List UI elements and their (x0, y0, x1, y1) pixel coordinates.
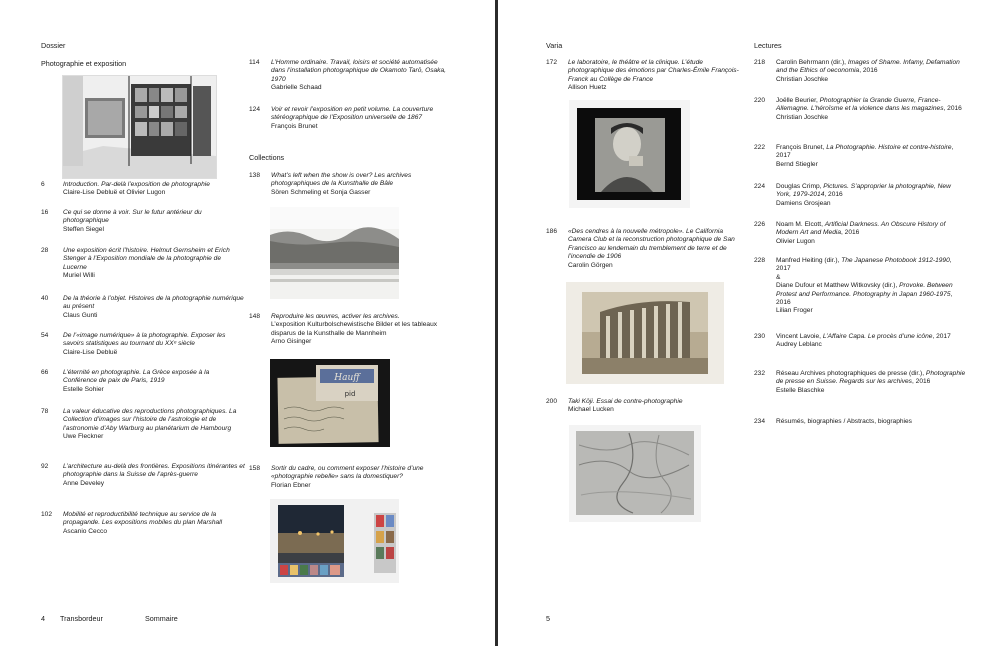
toc-entry[interactable] (41, 511, 245, 536)
lecture-author: Carolin Behrmann (dir.), (776, 59, 848, 66)
toc-entry-author: Anne Develey (63, 479, 105, 487)
lecture-reviewer: Christian Joschke (776, 75, 829, 83)
section-collections: Collections (249, 153, 285, 162)
lecture-entry[interactable] (754, 97, 966, 122)
lecture-entry-page: 234 (754, 418, 766, 425)
svg-text:pid: pid (344, 390, 356, 398)
toc-entry-page: 186 (546, 228, 558, 235)
lecture-entry[interactable] (754, 221, 966, 246)
toc-entry-page: 66 (41, 369, 49, 376)
lecture-year: , 2017 (776, 144, 954, 160)
toc-entry-title: Le laboratoire, le théâtre et la clinique. L’étude photographique des émotions par Charles-Émile François-Franck au Collège de France (568, 59, 739, 83)
toc-entry-title: Taki Kōji. Essai de contre-photographie (568, 398, 683, 405)
lecture-entry[interactable] (754, 333, 966, 350)
lecture-book-title: The Japanese Photobook 1912-1990 (841, 257, 950, 264)
lecture-entry[interactable] (754, 144, 966, 169)
lecture-entry-page: 226 (754, 221, 766, 228)
lecture-entry[interactable] (754, 418, 966, 426)
lecture-entry-page: 230 (754, 333, 766, 340)
toc-entry[interactable] (41, 247, 245, 281)
ruins-photo (566, 282, 724, 384)
lecture-book-title: Images of Shame. Infamy, Defamation and the Ethics of oeconomia (776, 59, 960, 75)
toc-entry-page: 28 (41, 247, 49, 254)
toc-entry-page: 92 (41, 463, 49, 470)
toc-entry-title: Sortir du cadre, ou comment exposer l’histoire d’une «photographie rebelle» sans la domestiquer? (271, 465, 424, 481)
right-page (498, 0, 992, 646)
svg-text:Hauff: Hauff (334, 373, 360, 383)
lecture-author: Vincent Lavoie, (776, 333, 823, 340)
lecture-author-2: Diane Dufour et Matthew Witkovsky (dir.), (776, 282, 900, 290)
toc-entry[interactable] (41, 295, 245, 320)
lecture-author: Douglas Crimp, (776, 183, 824, 190)
toc-entry-author: Claire-Lise Debluë et Olivier Lugon (63, 189, 166, 197)
installation-photo (270, 499, 399, 583)
toc-entry-author: Uwe Fleckner (63, 433, 104, 441)
toc-entry-page: 78 (41, 408, 49, 415)
toc-entry-title: L’Homme ordinaire. Travail, loisirs et société automatisée dans l’installation photographique de Okamoto Tarō, Osaka, 1970 (271, 59, 446, 83)
lecture-year: , 2016 (911, 378, 931, 386)
folio-section-label: Sommaire (145, 614, 178, 623)
lecture-reviewer: Olivier Lugon (776, 237, 815, 245)
lecture-entry-page: 218 (754, 59, 766, 66)
abstract-photo (569, 425, 701, 522)
lecture-entry[interactable] (754, 370, 966, 395)
lecture-book-title: La Photographie. Histoire et contre-histoire (826, 144, 952, 151)
lecture-ampersand: & (776, 273, 781, 281)
portrait-photo (569, 100, 690, 208)
lecture-year: , 2016 (824, 191, 843, 199)
toc-entry-page: 172 (546, 59, 558, 66)
lecture-book-title: Artificial Darkness. An Obscure History of Modern Art and Media (776, 221, 946, 237)
lecture-reviewer: Estelle Blaschke (776, 386, 825, 394)
toc-entry-page: 124 (249, 106, 261, 113)
lecture-author: Manfred Heiting (dir.), (776, 257, 842, 264)
lecture-entry[interactable] (754, 257, 966, 316)
toc-entry-page: 102 (41, 511, 53, 518)
toc-entry-author: Steffen Siegel (63, 225, 104, 233)
toc-entry-page: 40 (41, 295, 49, 302)
toc-entry[interactable] (249, 106, 449, 131)
lecture-author: Noam M. Elcott, (776, 221, 825, 228)
toc-entry-author: Carolin Görgen (568, 261, 613, 269)
toc-entry[interactable] (249, 172, 449, 197)
toc-entry-author: Muriel Willi (63, 272, 95, 280)
toc-entry-title: De l’«image numérique» à la photographie. Exposer les savoirs statistiques au tournant du XXᵉ siècle (63, 332, 226, 348)
section-lectures: Lectures (754, 41, 782, 50)
toc-entry-author: Florian Ebner (271, 481, 311, 489)
lecture-reviewer: Bernd Stiegler (776, 160, 818, 168)
folio-page-number: 4 (41, 614, 45, 623)
toc-entry-author: Gabrielle Schaad (271, 84, 322, 92)
toc-entry[interactable] (546, 398, 746, 415)
lecture-year: , 2017 (776, 257, 952, 273)
left-page (0, 0, 495, 646)
lecture-book-title-2: Provoke. Between Protest and Performance. Photography in Japan 1960-1975 (776, 282, 953, 298)
toc-entry-title: Une exposition écrit l’histoire. Helmut Gernsheim et Erich Stenger à l’Exposition mondiale de la photographie de Lucerne (63, 247, 230, 271)
toc-entry-author: Arno Gisinger (271, 338, 312, 346)
lecture-year-2: , 2016 (776, 290, 953, 307)
folio-page-number-right: 5 (546, 614, 550, 623)
toc-entry-author: Michael Lucken (568, 406, 614, 414)
toc-entry-title: «Des cendres à la nouvelle métropole». Le California Camera Club et la reconstruction photographique de San Francisco au lendemain du tremblement de terre et de l’incendie de 1906 (568, 228, 735, 261)
toc-entry-title: Mobilité et reproductibilité technique au service de la propagande. Les expositions mobiles du plan Marshall (63, 511, 223, 527)
toc-entry-author: Claus Gunti (63, 311, 98, 319)
toc-entry-title: Voir et revoir l’exposition en petit volume. La couverture stéréographique de l’Exposition universelle de 1867 (271, 106, 434, 122)
archive-photo-landscape (270, 207, 399, 299)
toc-entry-title: Reproduire les œuvres, activer les archives. (271, 313, 400, 320)
lecture-entry-page: 232 (754, 370, 766, 377)
toc-entry[interactable] (41, 408, 245, 442)
lecture-author: Réseau Archives photographiques de presse (dir.), (776, 370, 926, 377)
lecture-reviewer: Damiens Grosjean (776, 199, 831, 207)
toc-entry[interactable] (41, 181, 245, 198)
toc-entry[interactable] (249, 313, 449, 347)
toc-entry[interactable] (41, 209, 245, 234)
lecture-entry-page: 224 (754, 183, 766, 190)
subsection-title: Photographie et exposition (41, 59, 127, 68)
toc-entry-title: What’s left when the show is over? Les archives photographiques de la Kunsthalle de Bâle (271, 172, 412, 188)
lecture-author: Joëlle Beurier, (776, 97, 820, 104)
toc-entry-title: De la théorie à l’objet. Histoires de la photographie numérique au présent (63, 295, 244, 311)
toc-entry-page: 16 (41, 209, 49, 216)
toc-entry-title: L’architecture au-delà des frontières. Expositions itinérantes et photographie dans la Suisse de l’après-guerre (63, 463, 245, 479)
lecture-entry-page: 228 (754, 257, 766, 264)
lecture-entry-page: 220 (754, 97, 766, 104)
lecture-author: Résumés, biographies / Abstracts, biographies (776, 418, 912, 425)
lecture-year: , 2016 (943, 105, 962, 113)
lecture-author: François Brunet, (776, 144, 827, 151)
lecture-reviewer: Lilian Froger (776, 307, 813, 315)
toc-entry-author: Estelle Sohier (63, 385, 104, 393)
toc-entry[interactable] (546, 59, 746, 93)
toc-entry-author: Allison Huetz (568, 84, 607, 92)
toc-entry-title: L’éternité en photographie. La Grèce exposée à la Conférence de paix de Paris, 1919 (63, 369, 210, 385)
toc-entry-subtitle: L’exposition Kulturbolschewistische Bilder et les tableaux disparus de la Kunsthalle de Mannheim (271, 321, 438, 337)
folio-journal-name: Transbordeur (60, 614, 103, 623)
toc-entry-page: 114 (249, 59, 260, 66)
lecture-reviewer: Christian Joschke (776, 113, 829, 121)
lecture-book-title: L’Affaire Capa. Le procès d’une icône (822, 333, 933, 340)
lecture-year: , 2016 (841, 229, 860, 237)
lecture-entry[interactable] (754, 183, 966, 208)
exhibition-photo (62, 75, 217, 179)
toc-entry[interactable] (546, 228, 746, 270)
archive-photo-box (270, 359, 390, 447)
toc-entry[interactable] (249, 465, 449, 490)
lecture-book-title: Photographie de presse en Suisse. Regards sur les archives (776, 370, 966, 386)
toc-entry-page: 6 (41, 181, 45, 188)
toc-entry-page: 148 (249, 313, 261, 320)
toc-entry-page: 54 (41, 332, 49, 339)
toc-entry-author: François Brunet (271, 122, 318, 130)
toc-entry-title: Introduction. Par-delà l’exposition de photographie (63, 181, 210, 188)
section-dossier: Dossier (41, 41, 66, 50)
toc-entry-page: 158 (249, 465, 261, 472)
toc-entry-title: Ce qui se donne à voir. Sur le futur antérieur du photographique (63, 209, 202, 225)
toc-entry[interactable] (41, 332, 245, 357)
lecture-year: , 2016 (859, 67, 878, 75)
lecture-reviewer: Audrey Leblanc (776, 341, 822, 349)
toc-entry-author: Ascanio Cecco (63, 527, 107, 535)
toc-entry-page: 138 (249, 172, 261, 179)
section-varia: Varia (546, 41, 563, 50)
toc-entry-author: Sören Schmeling et Sonja Gasser (271, 188, 371, 196)
lecture-book-title: Pictures. S’approprier la photographie, New York, 1979-2014 (776, 183, 951, 199)
lecture-entry-page: 222 (754, 144, 766, 151)
toc-entry[interactable] (249, 59, 449, 93)
lecture-year: , 2017 (932, 333, 951, 340)
lecture-entry[interactable] (754, 59, 966, 84)
toc-entry-title: La valeur éducative des reproductions photographiques. La Collection d’images sur l’histoire de l’astrologie et de l’astronomie d’Aby Warburg au planétarium de Hambourg (63, 408, 237, 432)
toc-entry[interactable] (41, 369, 245, 394)
toc-entry-author: Claire-Lise Debluë (63, 348, 118, 356)
toc-entry[interactable] (41, 463, 245, 488)
toc-entry-page: 200 (546, 398, 558, 405)
lecture-book-title: Photographier la Grande Guerre, France-Allemagne. L’héroïsme et la violence dans les magazines (776, 97, 944, 113)
